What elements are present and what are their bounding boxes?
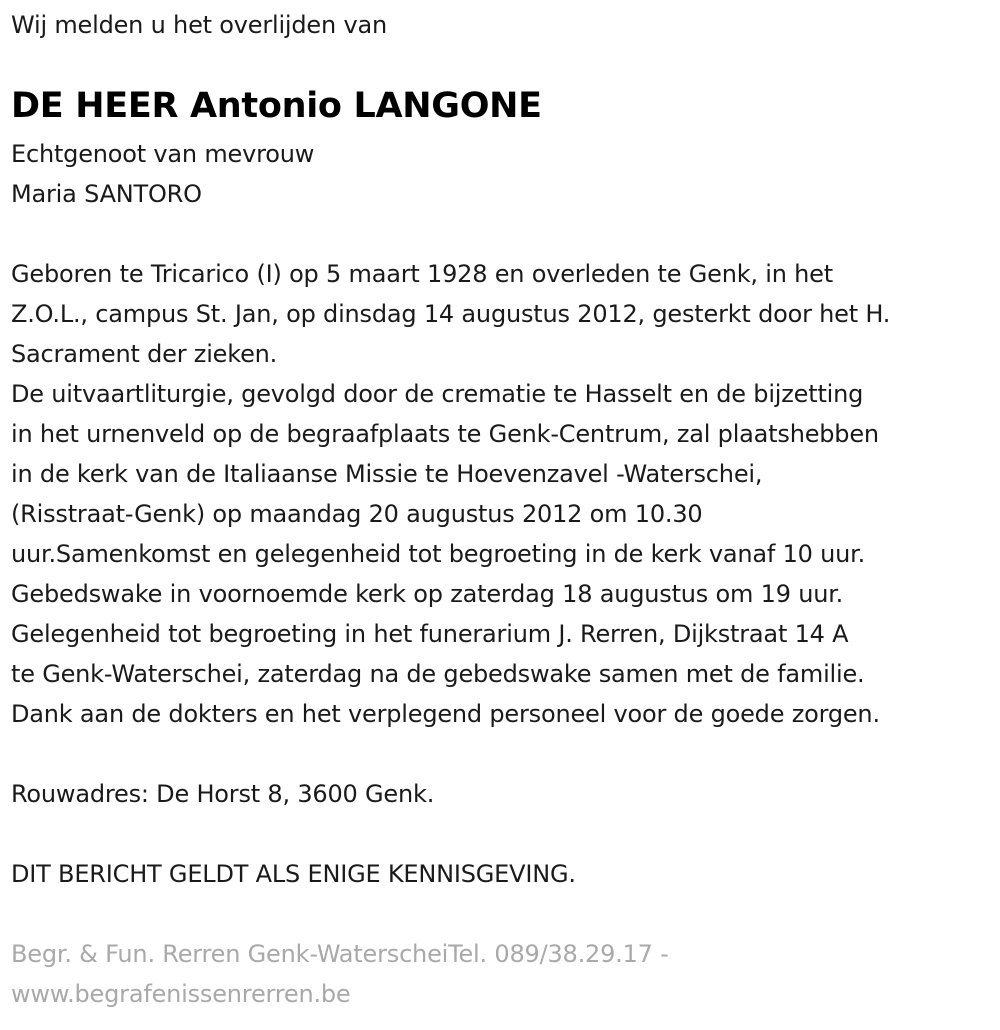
- body-line: Dank aan de dokters en het verplegend personeel voor de goede zorgen.: [11, 700, 880, 728]
- official-notice: DIT BERICHT GELDT ALS ENIGE KENNISGEVING.: [11, 860, 576, 888]
- body-line: De uitvaartliturgie, gevolgd door de crematie te Hasselt en de bijzetting: [11, 380, 864, 408]
- body-line: (Risstraat-Genk) op maandag 20 augustus 2012 om 10.30: [11, 500, 703, 528]
- funeral-home-footer: [11, 934, 669, 1014]
- body-line: Sacrament der zieken.: [11, 340, 278, 368]
- funeral-home-contact: Begr. & Fun. Rerren Genk-WaterscheiTel. 089/38.29.17 -: [11, 940, 669, 968]
- body-line: Gelegenheid tot begroeting in het funerarium J. Rerren, Dijkstraat 14 A: [11, 620, 849, 648]
- spouse-name: Maria SANTORO: [11, 180, 202, 208]
- body-line: Geboren te Tricarico (I) op 5 maart 1928 en overleden te Genk, in het: [11, 260, 833, 288]
- body-line: uur.Samenkomst en gelegenheid tot begroeting in de kerk vanaf 10 uur.: [11, 540, 866, 568]
- body-line: in de kerk van de Italiaanse Missie te Hoevenzavel -Waterschei,: [11, 460, 763, 488]
- spouse-line: Echtgenoot van mevrouw: [11, 140, 315, 168]
- mourning-address: Rouwadres: De Horst 8, 3600 Genk.: [11, 780, 435, 808]
- body-line: in het urnenveld op de begraafplaats te Genk-Centrum, zal plaatshebben: [11, 420, 879, 448]
- funeral-home-website: www.begrafenissenrerren.be: [11, 980, 351, 1008]
- deceased-name: DE HEER Antonio LANGONE: [11, 86, 542, 126]
- intro-text: Wij melden u het overlijden van: [11, 11, 387, 39]
- body-line: Z.O.L., campus St. Jan, op dinsdag 14 augustus 2012, gesterkt door het H.: [11, 300, 891, 328]
- body-line: Gebedswake in voornoemde kerk op zaterdag 18 augustus om 19 uur.: [11, 580, 844, 608]
- notice-body: [11, 254, 890, 734]
- spouse-block: [11, 134, 314, 214]
- body-line: te Genk-Waterschei, zaterdag na de gebedswake samen met de familie.: [11, 660, 865, 688]
